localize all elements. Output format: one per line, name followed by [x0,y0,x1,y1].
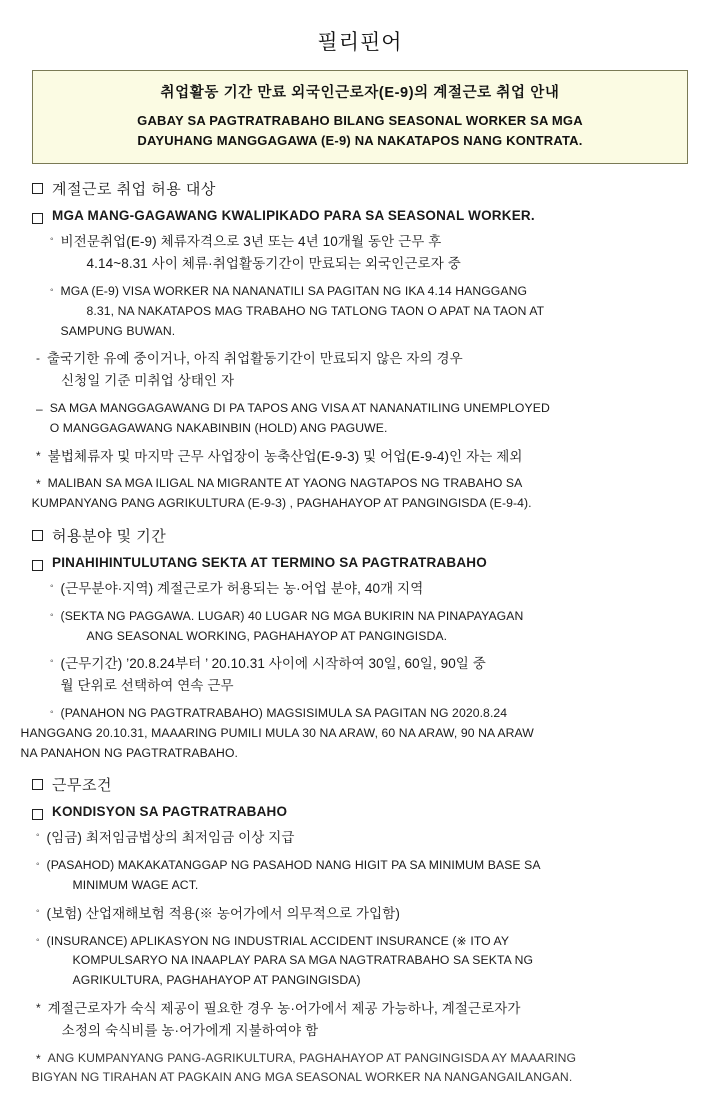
section-1-heading-korean-text: 계절근로 취업 허용 대상 [52,181,216,199]
list-item-text: (임금) 최저임금법상의 최저임금 이상 지급 [46,830,295,846]
checkbox-square-icon [32,779,43,790]
line-2: O MANGGAGAWANG NAKABINBIN (HOLD) ANG PAGUWE. [49,420,388,435]
line-2: HANGGANG 20.10.31, MAAARING PUMILI MULA 30 NA ARAW, 60 NA ARAW, 90 NA ARAW [20,725,534,740]
list-item-text [61,653,486,697]
checkbox-square-icon [32,530,43,541]
list-item-text [61,231,461,275]
banner-filipino-line-2: DAYUHANG MANGGAGAWA (E-9) NA NAKATAPOS NANG KONTRATA. [137,133,583,149]
line-1: (PASAHOD) MAKAKATANGGAP NG PASAHOD NANG HIGIT PA SA MINIMUM BASE SA [46,858,541,873]
asterisk-marker: * [36,1051,41,1066]
list-item [36,856,692,896]
section-3-heading-korean [32,774,692,795]
asterisk-marker: * [36,1000,41,1015]
list-item [20,704,692,763]
checkbox-square-icon [32,183,43,194]
list-item [50,578,692,600]
bullet-marker: ◦ [36,830,40,842]
line-2: KOMPULSARYO NA INAAPLAY PARA SA MGA NAGTRATRABAHO SA SEKTA NG [72,953,534,968]
line-2: ANG SEASONAL WORKING, PAGHAHAYOP AT PANGINGISDA. [86,628,448,643]
list-item-text [47,932,534,991]
line-1: 계절근로자가 숙식 제공이 필요한 경우 농·어가에서 제공 가능하나, 계절근로자가 [47,1000,521,1016]
bullet-marker: ◦ [50,580,54,592]
line-1: (PANAHON NG PAGTRATRABAHO) MAGSISIMULA SA PAGITAN NG 2020.8.24 [60,706,508,721]
list-item [36,903,692,925]
list-item [36,348,692,392]
line-1: 비전문취업(E-9) 체류자격으로 3년 또는 4년 10개월 동안 근무 후 [60,234,442,250]
section-3-heading-filipino-text: KONDISYON SA PAGTRATRABAHO [52,804,288,820]
section-2-heading-filipino-text: PINAHIHINTULUTANG SEKTA AT TERMINO SA PAGTRATRABAHO [52,554,487,570]
bullet-marker: ◦ [50,707,54,719]
line-1: 출국기한 유예 중이거나, 아직 취업활동기간이 만료되지 않은 자의 경우 [47,351,463,367]
section-2-heading-filipino [32,555,692,571]
line-1: (SEKTA NG PAGGAWA. LUGAR) 40 LUGAR NG MGA BUKIRIN NA PINAPAYAGAN [60,608,524,623]
section-2-heading-korean [32,525,692,546]
checkbox-square-icon [32,213,43,224]
asterisk-marker: * [36,448,41,463]
bullet-marker: ◦ [50,609,54,621]
list-item [36,446,692,468]
line-2: BIGYAN NG TIRAHAN AT PAGKAIN ANG MGA SEASONAL WORKER NA NANGANGAILANGAN. [31,1070,573,1085]
list-item [36,932,692,991]
section-3-heading-filipino [32,804,692,820]
line-3: NA PANAHON NG PAGTRATRABAHO. [20,745,239,760]
list-item-text [61,282,545,341]
list-item-text [61,607,524,647]
banner-title-filipino [47,111,673,151]
list-item-text: (보험) 산업재해보험 적용(※ 농어가에서 의무적으로 가입함) [46,905,401,921]
line-1: (INSURANCE) APLIKASYON NG INDUSTRIAL ACCIDENT INSURANCE (※ ITO AY [46,933,510,948]
line-2: KUMPANYANG PANG AGRIKULTURA (E-9-3) , PAGHAHAYOP AT PANGINGISDA (E-9-4). [31,496,532,511]
list-item-text [31,1049,577,1089]
list-item [31,1049,692,1089]
line-2: 4.14~8.31 사이 체류·취업활동기간이 만료되는 외국인근로자 중 [86,256,461,272]
list-item [50,653,692,697]
line-1: MALIBAN SA MGA ILIGAL NA MIGRANTE AT YAONG NAGTAPOS NG TRABAHO SA [47,476,523,491]
section-1-heading-korean [32,178,692,199]
list-item [50,231,692,275]
line-2: 소정의 숙식비를 농·어가에게 지불하여야 함 [61,1022,319,1038]
page-title: 필리핀어 [317,31,403,54]
list-item [36,399,692,439]
list-item-text [47,856,541,896]
bullet-marker: ◦ [50,656,54,668]
line-3: SAMPUNG BUWAN. [60,323,176,338]
dash-marker: - [36,351,40,366]
line-1: SA MGA MANGGAGAWANG DI PA TAPOS ANG VISA AT NANANATILING UNEMPLOYED [49,401,550,416]
list-item-text: 불법체류자 및 마지막 근무 사업장이 농축산업(E-9-3) 및 어업(E-9-4)인 자는 제외 [47,448,523,464]
line-3: AGRIKULTURA, PAGHAHAYOP AT PANGINGISDA) [72,973,361,988]
bullet-marker: ◦ [50,285,54,296]
line-1: (근무기간) ’20.8.24부터 ’ 20.10.31 사이에 시작하여 30일, 60일, 90일 중 [60,656,486,672]
list-item-text: (근무분야·지역) 계절근로가 허용되는 농·어업 분야, 40개 지역 [60,580,424,596]
bullet-marker: ◦ [36,934,40,946]
checkbox-square-icon [32,560,43,571]
line-2: 월 단위로 선택하여 연속 근무 [60,678,234,694]
list-item-text [50,399,550,439]
line-1: ANG KUMPANYANG PANG-AGRIKULTURA, PAGHAHAYOP AT PANGINGISDA AY MAAARING [47,1050,577,1065]
section-1-heading-filipino [32,208,692,224]
list-item [50,282,692,341]
asterisk-marker: * [36,477,41,492]
list-item [50,607,692,647]
line-2: MINIMUM WAGE ACT. [72,877,199,892]
list-item [36,827,692,849]
banner-filipino-line-1: GABAY SA PAGTRATRABAHO BILANG SEASONAL WORKER SA MGA [137,113,583,128]
dash-marker: – [36,402,43,417]
list-item-text [31,474,532,514]
section-3-heading-korean-text: 근무조건 [52,777,112,795]
bullet-marker: ◦ [36,905,40,917]
list-item-text [47,348,463,392]
line-1: MGA (E-9) VISA WORKER NA NANANATILI SA PAGITAN NG IKA 4.14 HANGGANG [60,284,528,298]
section-1-heading-filipino-text: MGA MANG-GAGAWANG KWALIPIKADO PARA SA SEASONAL WORKER. [52,208,535,224]
line-2: 신청일 기준 미취업 상태인 자 [61,373,235,389]
list-item [36,998,692,1042]
list-item-text [48,998,521,1042]
checkbox-square-icon [32,809,43,820]
bullet-marker: ◦ [50,234,54,246]
banner-title-korean: 취업활동 기간 만료 외국인근로자(E-9)의 계절근로 취업 안내 [160,85,560,101]
bullet-marker: ◦ [36,859,40,871]
list-item-text [20,704,534,763]
list-item [31,474,692,514]
line-2: 8.31, NA NAKATAPOS MAG TRABAHO NG TATLONG TAON O APAT NA TAON AT [86,303,545,318]
section-2-heading-korean-text: 허용분야 및 기간 [52,527,167,545]
notice-banner [32,70,688,164]
